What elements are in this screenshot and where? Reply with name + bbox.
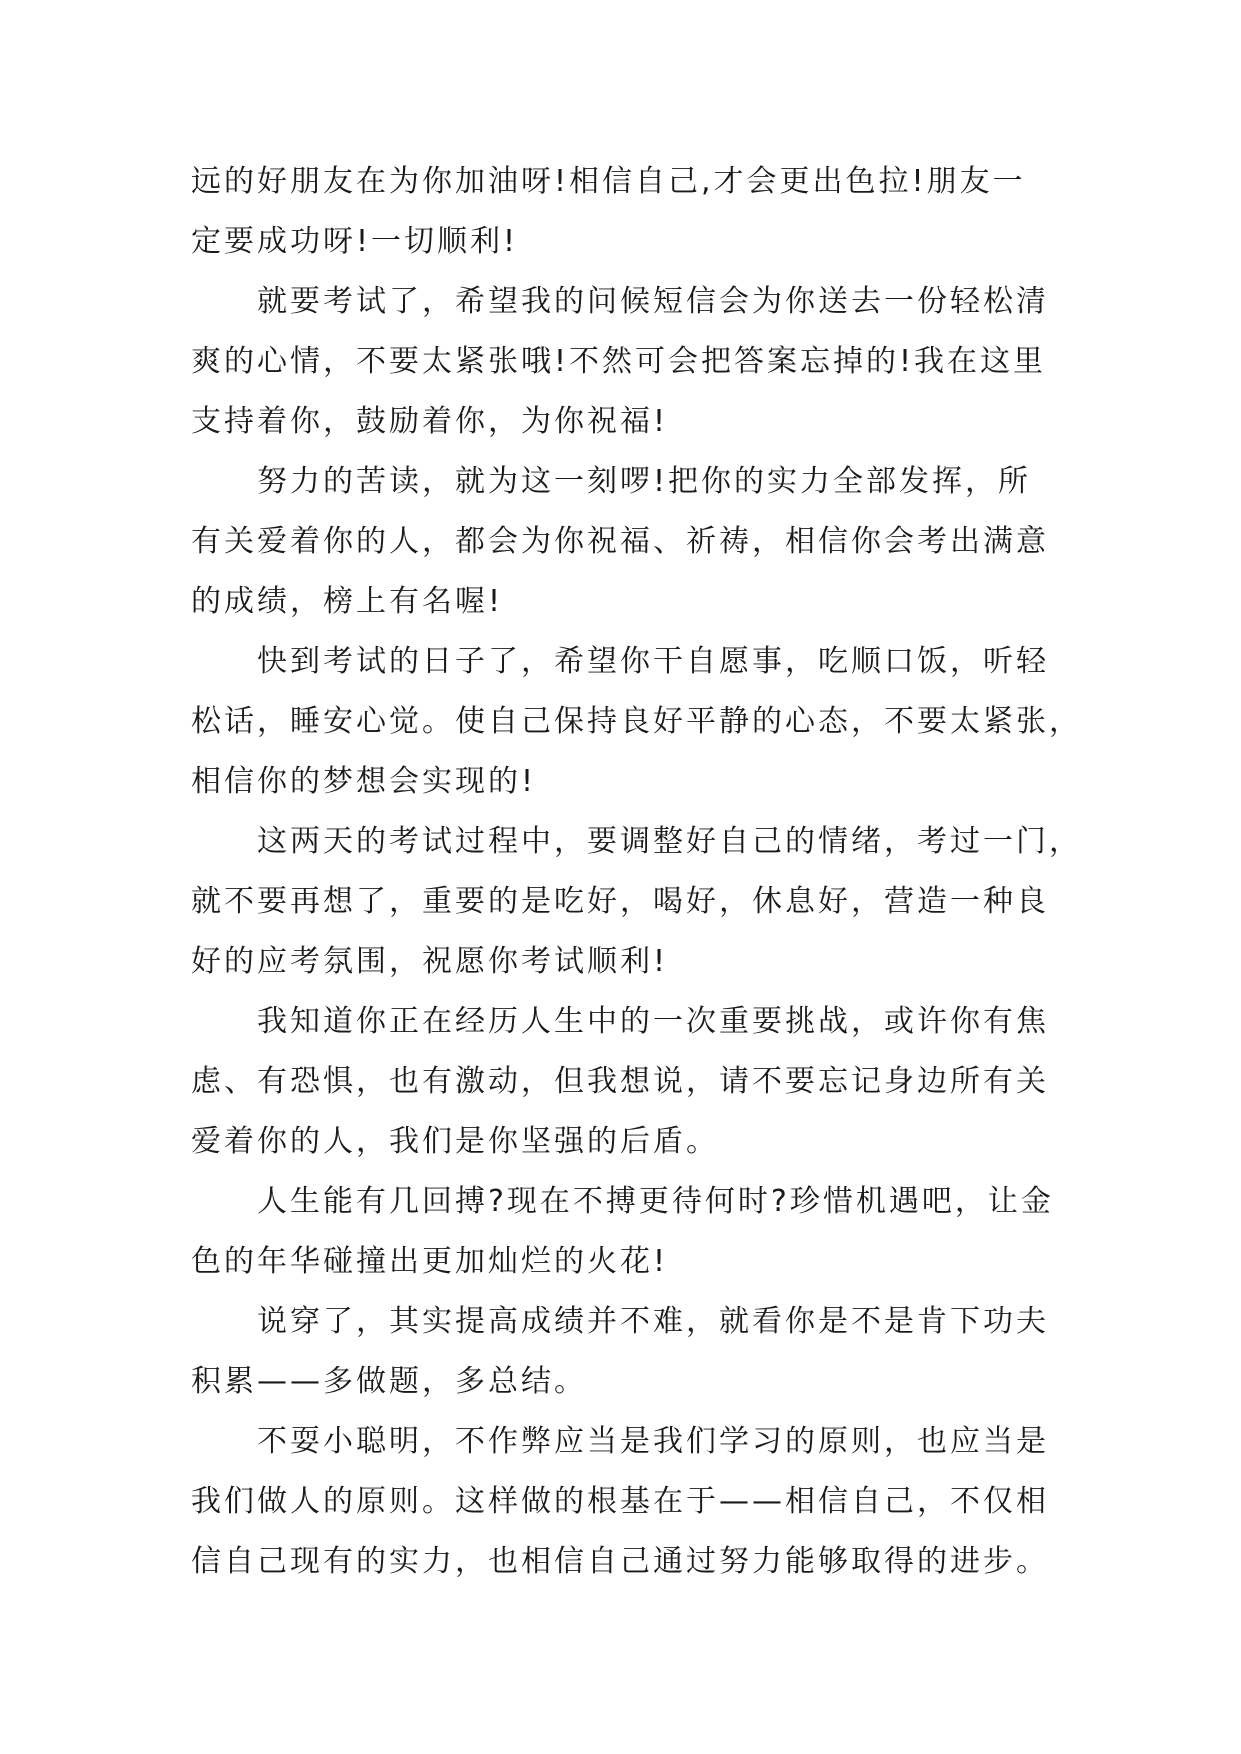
text-line: 好的应考氛围，祝愿你考试顺利! [191,944,669,979]
text-line: 支持着你，鼓励着你，为你祝福! [191,404,669,439]
paragraph-first-line: 我知道你正在经历人生中的一次重要挑战，或许你有焦 [257,1004,1049,1039]
document-body [191,152,1091,1592]
paragraph-first-line: 说穿了，其实提高成绩并不难，就看你是不是肯下功夫 [257,1304,1049,1339]
paragraph-first-line: 人生能有几回搏?现在不搏更待何时?珍惜机遇吧，让金 [257,1184,1054,1219]
text-line: 虑、有恐惧，也有激动，但我想说，请不要忘记身边所有关 [191,1064,1049,1099]
text-line: 爽的心情，不要太紧张哦!不然可会把答案忘掉的!我在这里 [191,344,1047,379]
paragraph-first-line: 不耍小聪明，不作弊应当是我们学习的原则，也应当是 [257,1424,1049,1459]
text-line: 远的好朋友在为你加油呀!相信自己,才会更出色拉!朋友一 [191,164,1026,199]
text-line: 的成绩，榜上有名喔! [191,584,504,619]
text-line: 信自己现有的实力，也相信自己通过努力能够取得的进步。 [191,1544,1049,1579]
text-line: 我们做人的原则。这样做的根基在于——相信自己，不仅相 [191,1484,1049,1519]
text-line: 有关爱着你的人，都会为你祝福、祈祷，相信你会考出满意 [191,524,1049,559]
paragraph-first-line: 快到考试的日子了，希望你干自愿事，吃顺口饭，听轻 [257,644,1049,679]
text-line: 相信你的梦想会实现的! [191,764,537,799]
paragraph-first-line: 这两天的考试过程中，要调整好自己的情绪，考过一门， [257,824,1082,859]
text-line: 积累——多做题，多总结。 [191,1364,587,1399]
paragraph-first-line: 努力的苦读，就为这一刻啰!把你的实力全部发挥，所 [257,464,1032,499]
text-line: 爱着你的人，我们是你坚强的后盾。 [191,1124,719,1159]
text-line: 定要成功呀!一切顺利! [191,224,519,259]
text-line: 色的年华碰撞出更加灿烂的火花! [191,1244,669,1279]
text-line: 就不要再想了，重要的是吃好，喝好，休息好，营造一种良 [191,884,1049,919]
text-line: 松话，睡安心觉。使自己保持良好平静的心态，不要太紧张， [191,704,1082,739]
paragraph-first-line: 就要考试了，希望我的问候短信会为你送去一份轻松清 [257,284,1049,319]
